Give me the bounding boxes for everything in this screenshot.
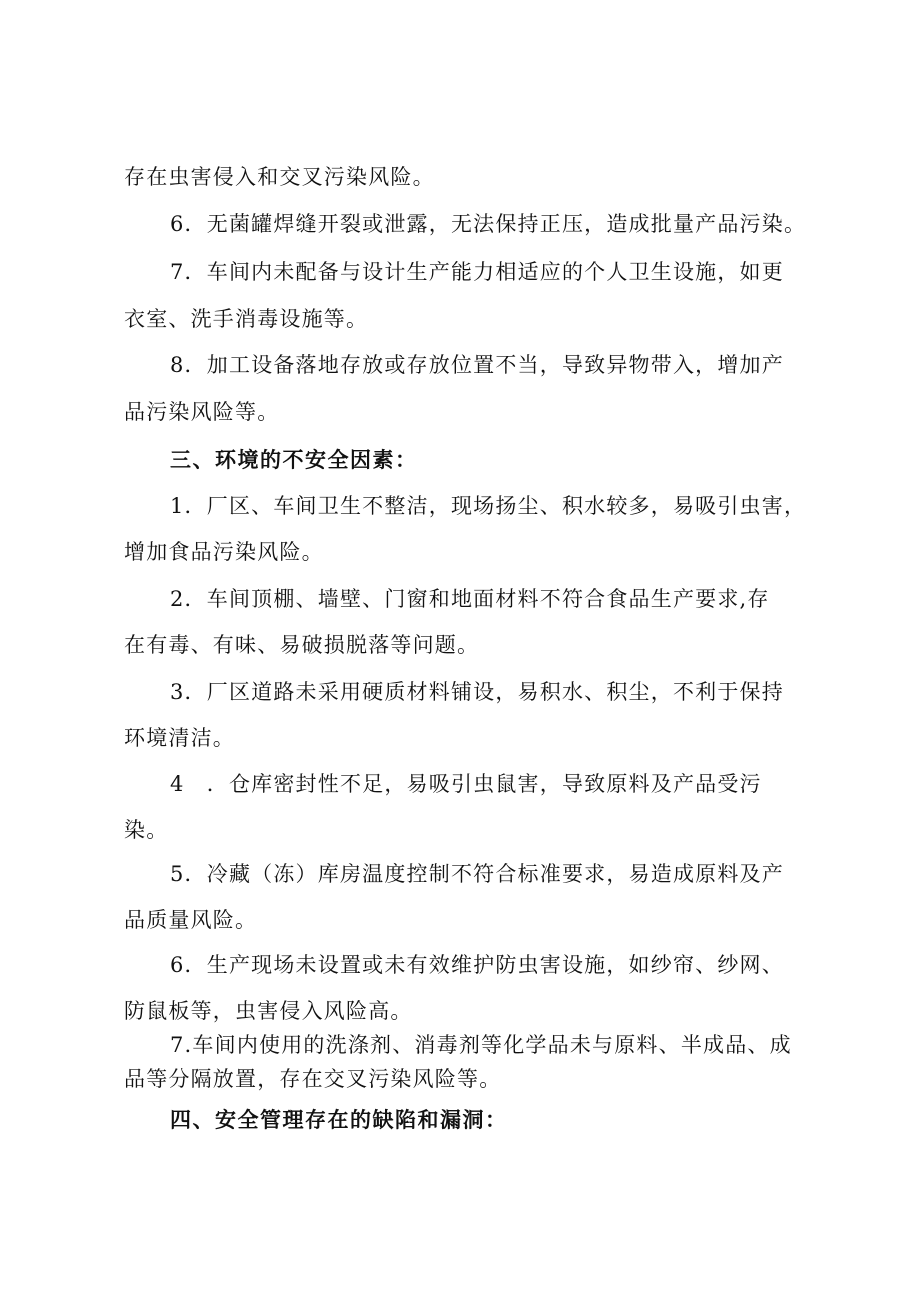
text-line: 品质量风险。: [124, 908, 258, 932]
text-line: 防鼠板等，虫害侵入风险高。: [124, 999, 413, 1023]
section-heading: 四、安全管理存在的缺陷和漏洞：: [170, 1107, 508, 1132]
text-line: 7.车间内使用的洗涤剂、消毒剂等化学品未与原料、半成品、成: [170, 1033, 792, 1057]
text-line: 1．厂区、车间卫生不整洁，现场扬尘、积水较多，易吸引虫害，: [170, 494, 807, 518]
text-line: 6．生产现场未设置或未有效维护防虫害设施，如纱帘、纱网、: [170, 953, 784, 977]
text-line: 环境清洁。: [124, 726, 235, 750]
text-line: 增加食品污染风险。: [124, 540, 324, 564]
text-line: 品污染风险等。: [124, 400, 280, 424]
text-line: 3．厂区道路未采用硬质材料铺设，易积水、积尘，不利于保持: [170, 680, 784, 704]
text-line: 4 ．仓库密封性不足，易吸引虫鼠害，导致原料及产品受污: [170, 772, 762, 796]
text-line: 6．无菌罐焊缝开裂或泄露，无法保持正压，造成批量产品污染。: [170, 212, 807, 236]
text-line: 2．车间顶棚、墙壁、门窗和地面材料不符合食品生产要求,存: [170, 587, 770, 611]
text-line: 衣室、洗手消毒设施等。: [124, 307, 369, 331]
text-line: 在有毒、有味、易破损脱落等问题。: [124, 633, 480, 657]
text-line: 5．冷藏（冻）库房温度控制不符合标准要求，易造成原料及产: [170, 862, 784, 886]
text-line: 染。: [124, 818, 169, 842]
text-line: 存在虫害侵入和交叉污染风险。: [124, 165, 435, 189]
text-line: 品等分隔放置，存在交叉污染风险等。: [124, 1067, 502, 1091]
text-line: 8．加工设备落地存放或存放位置不当，导致异物带入，增加产: [170, 353, 784, 377]
section-heading: 三、环境的不安全因素：: [170, 447, 418, 472]
text-line: 7．车间内未配备与设计生产能力相适应的个人卫生设施，如更: [170, 260, 784, 284]
